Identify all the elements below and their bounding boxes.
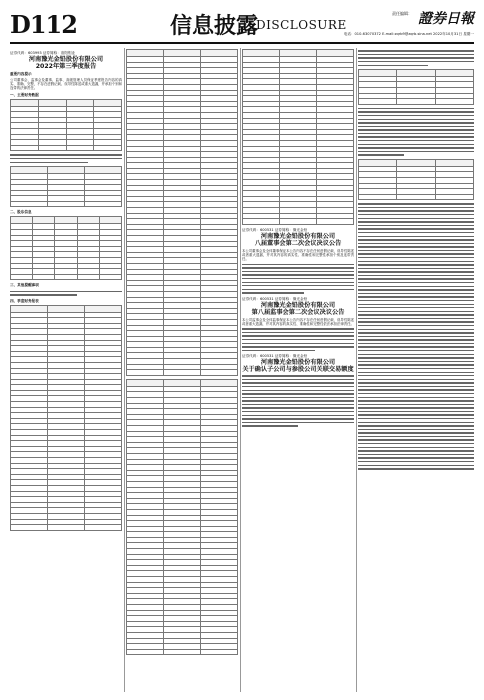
body-text: 本公司监事会及全体监事保证本公告内容不存在任何虚假记载、误导性陈述或者重大遗漏，并对其内容的真实性、准确性和完整性依法承担法律责任。 xyxy=(242,317,354,326)
section-heading: 重要内容提示 xyxy=(10,72,32,76)
balance-sheet-table xyxy=(10,305,122,531)
company-name: 河南豫光金铅股份有限公司 xyxy=(260,301,336,309)
column-divider xyxy=(240,48,241,692)
section-heading: 一、主要财务数据 xyxy=(10,92,39,97)
stock-code: 证券代码：600531 证券简称：豫光金铅 xyxy=(242,227,308,232)
section-heading: 二、股东信息 xyxy=(10,210,32,215)
section-title-english: DISCLOSURE xyxy=(256,18,347,32)
body-text: 公司董事会、监事会及董事、监事、高级管理人员保证季度报告内容的真实、准确、完整，不存在虚假记载、误导性陈述或重大遗漏，并承担个别和连带的法律责任。 xyxy=(10,78,122,91)
text-block xyxy=(10,154,122,163)
stock-code: 证券代码：603993 证券简称：洛阳钼业 xyxy=(10,51,76,55)
text-block xyxy=(358,108,474,156)
company-name: 河南豫光金铅股份有限公司 xyxy=(28,56,104,63)
editor-credit: 责任编辑： xyxy=(392,11,412,16)
text-block xyxy=(242,328,354,351)
column-divider xyxy=(356,48,357,692)
section-heading: 四、季度财务报表 xyxy=(10,298,39,303)
stock-code: 证券代码：600531 证券简称：豫光金铅 xyxy=(242,296,308,301)
text-block xyxy=(358,50,474,66)
text-block xyxy=(358,203,474,469)
column-divider xyxy=(124,48,125,692)
cash-flow-table xyxy=(242,49,354,225)
column-1 xyxy=(10,48,122,692)
income-statement-table xyxy=(126,379,238,656)
transaction-table xyxy=(358,159,474,201)
announcement-title: 关于确认子公司与参股公司关联交易额度 xyxy=(242,366,354,374)
body-text: 本公司董事会及全体董事保证本公告内容不存在任何虚假记载、误导性陈述或者重大遗漏，并对其内容的真实性、准确性和完整性承担个别及连带责任。 xyxy=(242,248,354,262)
announcement-header xyxy=(10,51,122,70)
financial-statement-table xyxy=(126,49,238,376)
text-block xyxy=(242,375,354,426)
section-heading: 三、其他提醒事项 xyxy=(10,283,39,288)
text-block xyxy=(10,291,122,296)
newspaper-logo: 證券日報 xyxy=(418,11,474,27)
column-3 xyxy=(242,48,354,692)
company-name: 河南豫光金铅股份有限公司 xyxy=(260,359,336,367)
announcement-title: 第八届监事会第二次会议决议公告 xyxy=(251,308,345,316)
text-block xyxy=(242,264,354,294)
section-title: 信息披露 xyxy=(170,13,259,39)
company-name: 河南豫光金铅股份有限公司 xyxy=(260,232,336,240)
column-2 xyxy=(126,48,238,692)
masthead xyxy=(10,8,474,44)
announcement-header xyxy=(242,354,354,373)
stock-code: 证券代码：600531 证券简称：豫光金铅 xyxy=(242,354,308,359)
page-number: D112 xyxy=(10,10,77,39)
announcement-header xyxy=(242,297,354,316)
announcement-header xyxy=(242,228,354,247)
related-party-table xyxy=(358,69,474,105)
announcement-title: 八届董事会第二次会议决议公告 xyxy=(254,239,342,247)
data-table xyxy=(10,166,122,208)
contact-line: 电话：010-63070372 E-mail:zqrb9@zqrb.sina.net 2022年10月31日 星期一 xyxy=(343,32,474,36)
announcement-title: 2022年第三季度报告 xyxy=(35,63,97,70)
shareholder-table xyxy=(10,216,122,280)
data-table xyxy=(10,99,122,152)
column-4 xyxy=(358,48,474,692)
